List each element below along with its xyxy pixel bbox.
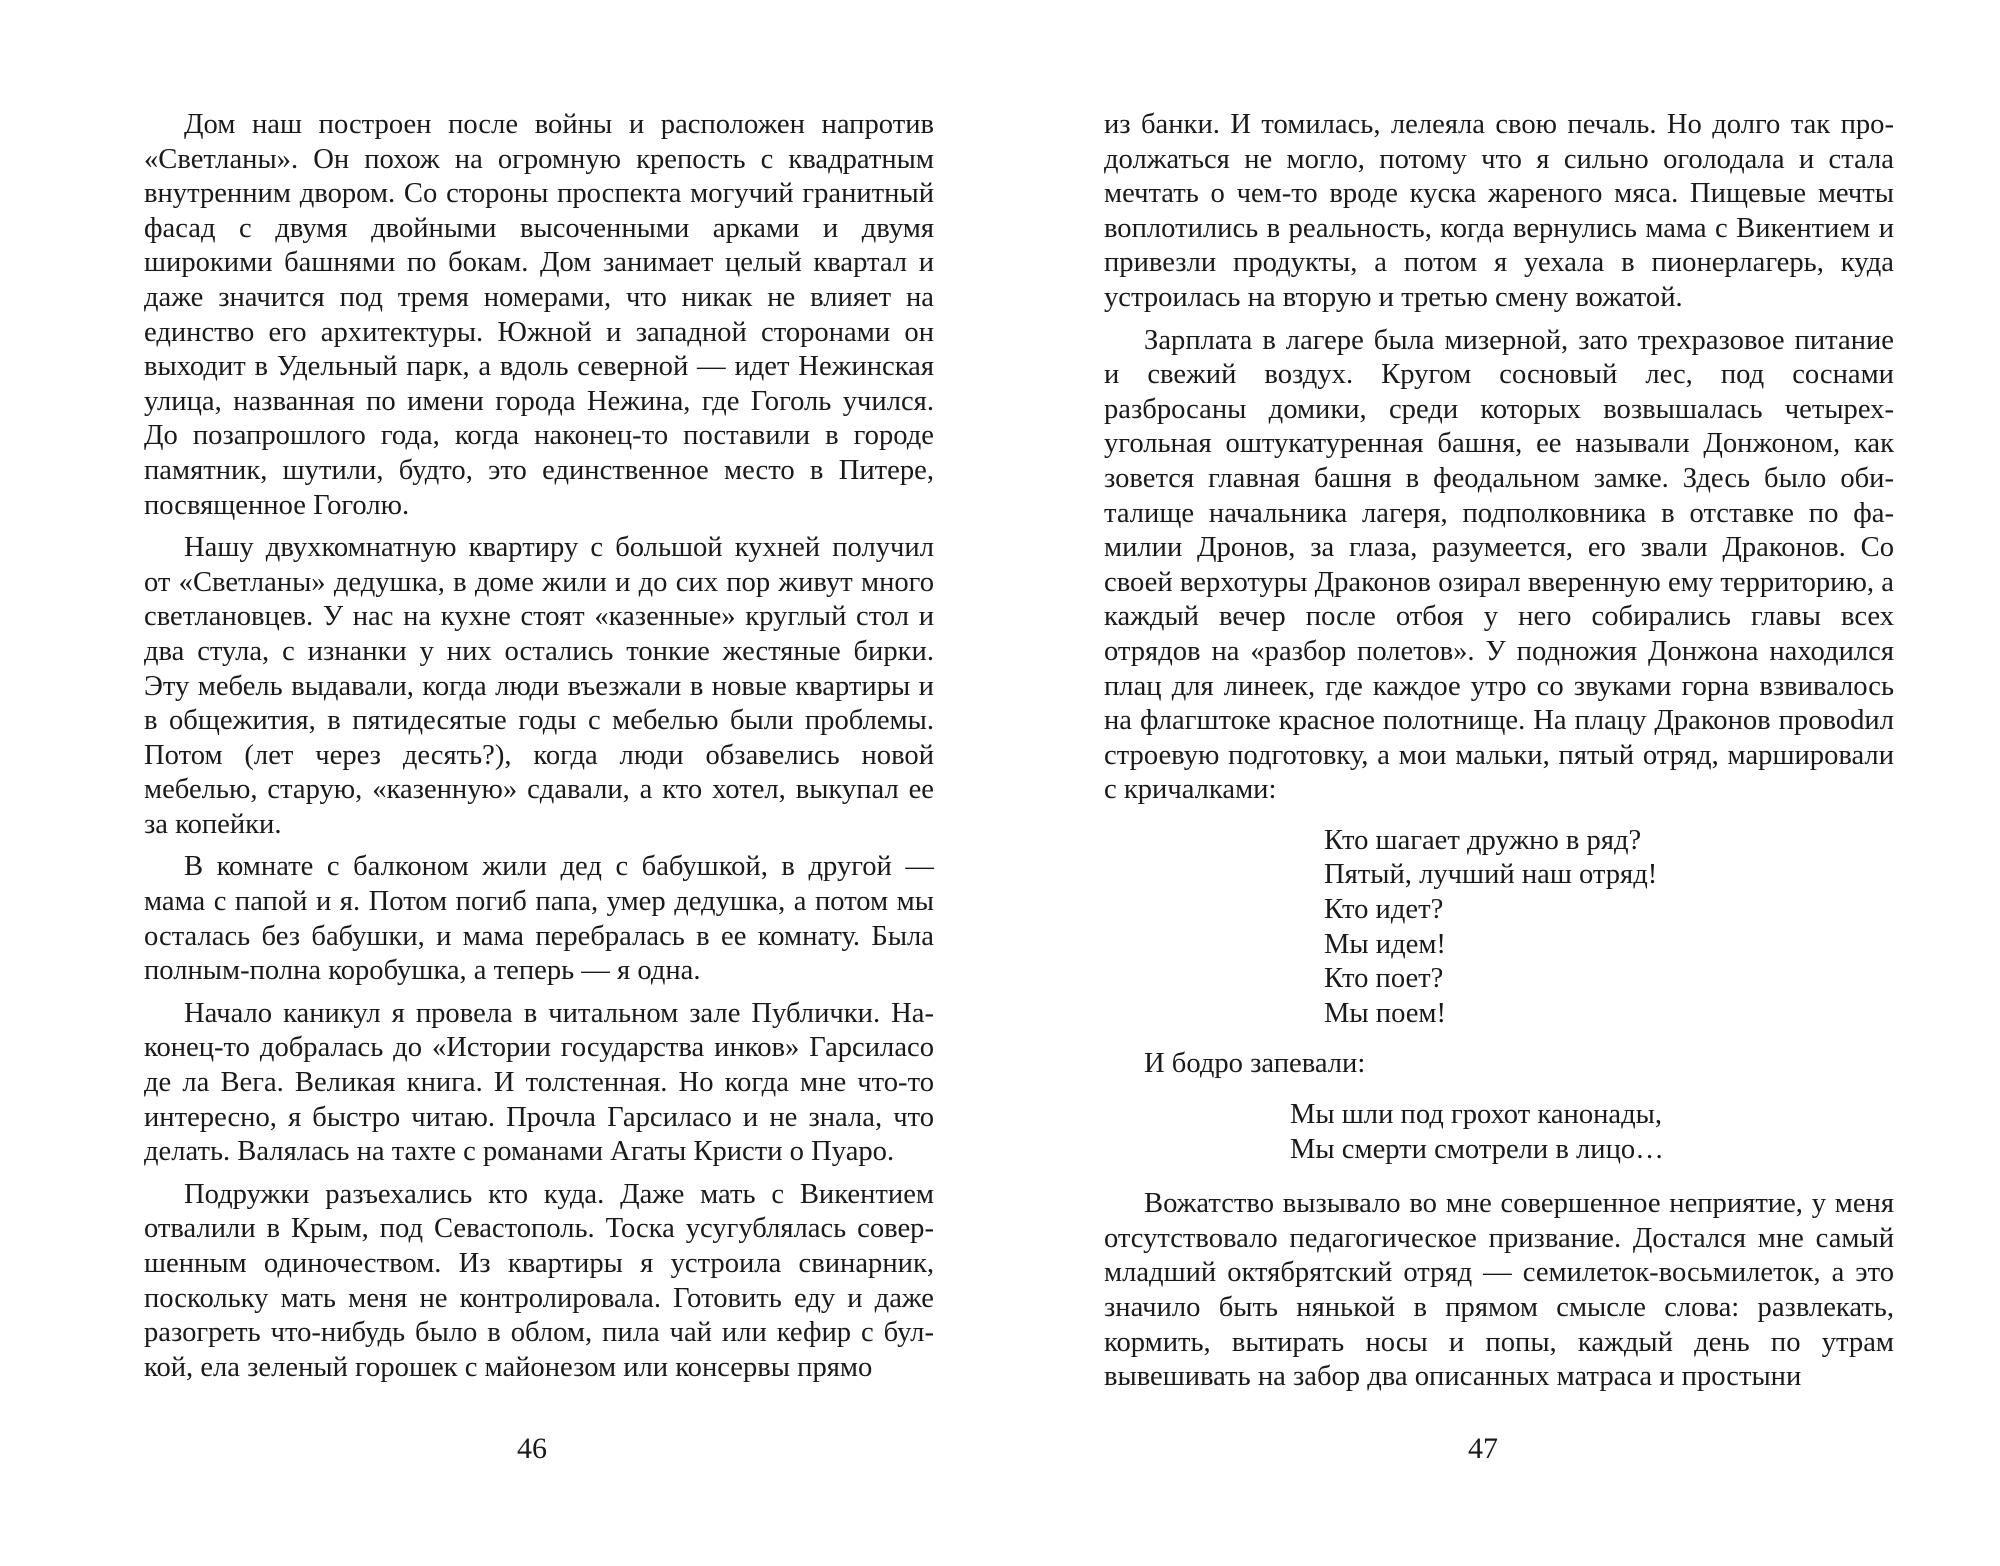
verse-line: Мы идем! [1324,928,1446,960]
left-page [144,108,934,1385]
paragraph: Начало каникул я провела в читальном зале Публички. Наконец-то добралась до «Истории государства инков» Гарсиласо де ла Вега. Великая книга. И толстенная. Но когда мне что-то интересно, я быстро читаю. Прочла Гарсиласо и не знала, что делать. Валялась на тахте с романами Агаты Кристи о Пуаро. [144,997,934,1168]
song-verse [1104,1098,1894,1167]
verse-line: Мы смерти смотрели в лицо… [1290,1133,1664,1165]
paragraph: Подружки разъехались кто куда. Даже мать с Викентием отвалили в Крым, под Севастополь. Тоска усугублялась совершенным одиночеством. Из квартиры я устроила свинарник, поскольку мать меня не контролировала. Готовить еду и даже разогреть что-нибудь было в облом, пила чай или кефир с булкой, ела зеленый горошек с майонезом или консервы прямо [144,1178,934,1383]
verse-line: Кто идет? [1324,894,1444,926]
verse-line: Мы поем! [1324,997,1447,1029]
page-number: 47 [1468,1432,1498,1465]
verse-line: Кто поет? [1324,963,1444,995]
paragraph: Дом наш построен после войны и расположен напротив «Светланы». Он похож на огромную крепость с квадратным внутренним двором. Со стороны проспекта могучий гранитный фасад с двумя двойными высоченными арками и двумя широкими башнями по бокам. Дом занимает целый квартал и даже значится под тремя номерами, что никак не влияет на единство его архитектуры. Южной и западной сторонами он выходит в Удельный парк, а вдоль северной — идет Нежинская улица, названная по имени города Нежина, где Гоголь учился. До позапрошлого года, когда наконец-то поставили в городе памятник, шутили, будто, это единственное место в Питере, посвященное Гоголю. [144,109,934,521]
verse-line: Пятый, лучший наш отряд! [1324,859,1658,891]
right-page [1104,108,1894,1395]
paragraph: из банки. И томилась, лелеяла свою печаль. Но долго так продолжаться не могло, потому что я сильно оголодала и стала мечтать о чем-то вроде куска жареного мяса. Пищевые мечты воплотились в реальность, когда вернулись мама с Викентием и привезли продукты, а потом я уехала в пионерлагерь, куда устроилась на вторую и третью смену вожатой. [1104,109,1894,313]
paragraph: Зарплата в лагере была мизерной, зато трехразовое питание и свежий воздух. Кругом сосновый лес, под соснами разбросаны домики, среди которых возвышалась четырехугольная оштукатуренная башня, ее называли Донжоном, как зовется главная башня в феодальном замке. Здесь было обиталище начальника лагеря, подполковника в отставке по фамилии Дронов, за глаза, разумеется, его звали Драконов. Со своей верхотуры Драконов озирал вверенную ему территорию, а каждый вечер после отбоя у него собирались главы всех отрядов на «разбор полетов». У подножия Донжона находился плац для линеек, где каждое утро со звуками горна взвивалось на флагштоке красное полотнище. На плацу Драконов провоdил строевую подготовку, а мои мальки, пятый отряд, маршировали с кричалками: [1104,324,1894,806]
verse-line: Кто шагает дружно в ряд? [1324,824,1642,856]
song-intro: И бодро запевали: [1144,1048,1366,1080]
chant-verse [1104,824,1894,1032]
page-number: 46 [517,1432,547,1465]
paragraph: Нашу двухкомнатную квартиру с большой кухней получил от «Светланы» дедушка, в доме жили и до сих пор живут много светлановцев. У нас на кухне стоят «казенные» круглый стол и два стула, с изнанки у них остались тонкие жестяные бирки. Эту мебель выдавали, когда люди въезжали в новые квартиры и в общежития, в пятидесятые годы с мебелью были проблемы. Потом (лет через десять?), когда люди обзавелись новой мебелью, старую, «казенную» сдавали, а кто хотел, выкупал ее за копейки. [144,532,934,840]
verse-line: Мы шли под грохот канонады, [1290,1099,1663,1131]
paragraph: Вожатство вызывало во мне совершенное неприятие, у меня отсутствовало педагогическое призвание. Достался мне самый младший октябрятский отряд — семилеток-восьмилеток, а это значило быть нянькой в прямом смысле слова: развлекать, кормить, вытирать носы и попы, каждый день по утрам вывешивать на забор два описанных матраса и простыни [1104,1188,1894,1393]
paragraph: В комнате с балконом жили дед с бабушкой, в другой — мама с папой и я. Потом погиб папа, умер дедушка, а потом мы осталась без бабушки, и мама перебралась в ее комнату. Была полным-полна коробушка, а теперь — я одна. [144,851,934,987]
